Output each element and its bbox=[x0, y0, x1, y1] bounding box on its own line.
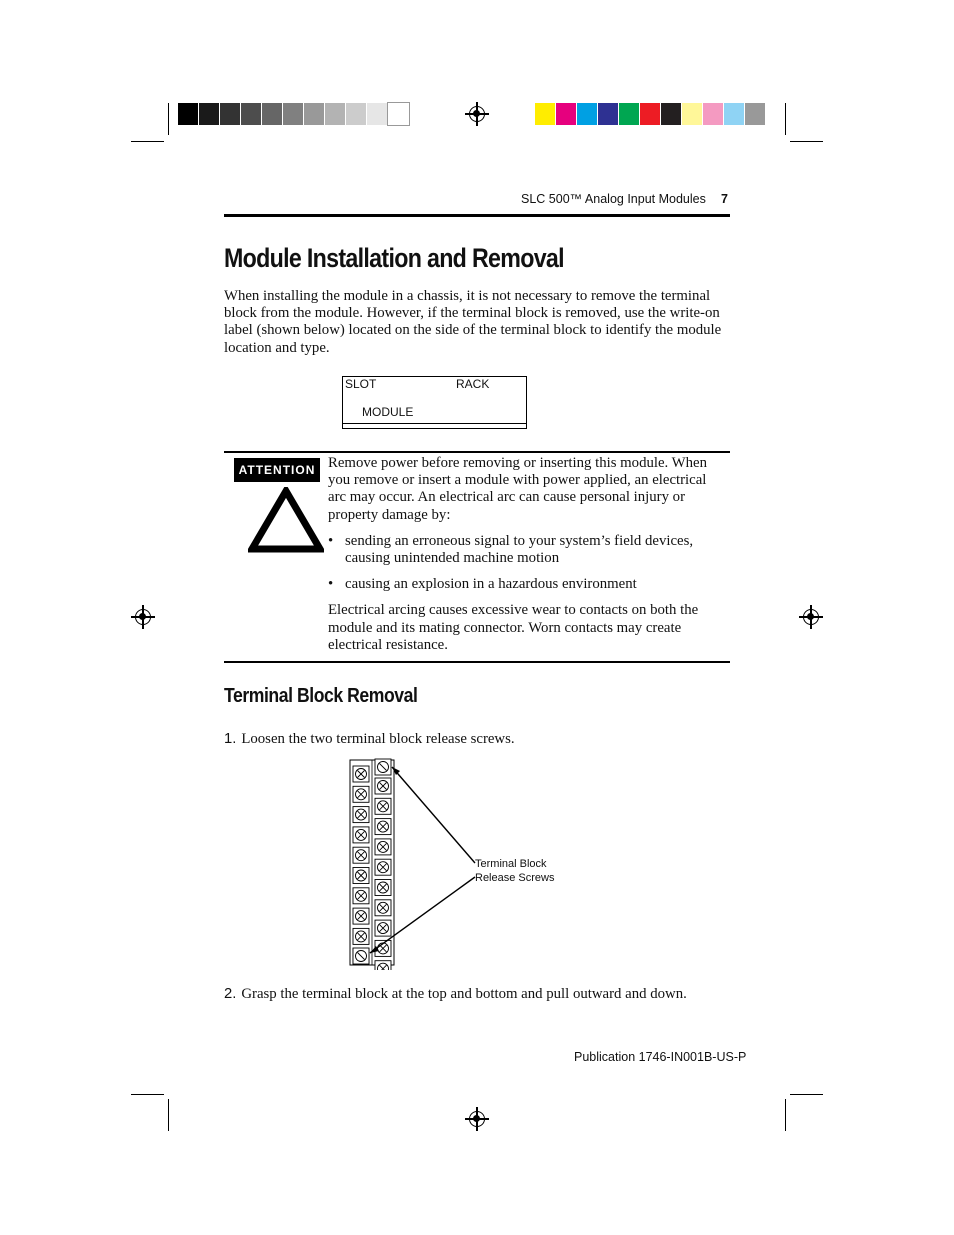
rack-label: RACK bbox=[456, 377, 490, 391]
crop-mark bbox=[168, 103, 169, 135]
list-item: • causing an explosion in a hazardous environment bbox=[328, 576, 728, 593]
color-swatch bbox=[262, 103, 283, 125]
color-swatch bbox=[346, 103, 367, 125]
crop-mark bbox=[790, 141, 823, 142]
slot-label: SLOT bbox=[345, 377, 377, 391]
color-swatch bbox=[220, 103, 241, 125]
step-number: 2. bbox=[224, 986, 237, 1002]
color-swatch bbox=[367, 103, 388, 125]
section-heading: Terminal Block Removal bbox=[224, 685, 418, 707]
color-swatch bbox=[178, 103, 199, 125]
color-swatch bbox=[703, 103, 724, 125]
color-swatch bbox=[598, 103, 619, 125]
color-swatch bbox=[745, 103, 766, 125]
registration-mark-icon bbox=[469, 1111, 485, 1127]
crop-mark bbox=[131, 1094, 164, 1095]
registration-mark-icon bbox=[135, 609, 151, 625]
color-swatch bbox=[304, 103, 325, 125]
list-item: • sending an erroneous signal to your system’s field devices, causing unintended machine motion bbox=[328, 533, 728, 567]
attention-top-rule bbox=[224, 451, 730, 453]
crop-mark bbox=[131, 141, 164, 142]
crop-mark bbox=[168, 1099, 169, 1131]
publication-footer: Publication 1746-IN001B-US-P bbox=[574, 1050, 747, 1064]
step-1 bbox=[224, 731, 515, 748]
color-swatch bbox=[682, 103, 703, 125]
color-swatch bbox=[325, 103, 346, 125]
process-color-bar bbox=[535, 103, 766, 125]
color-swatch bbox=[535, 103, 556, 125]
page-title: Module Installation and Removal bbox=[224, 243, 564, 273]
label-line bbox=[343, 423, 526, 424]
callout-line: Terminal Block bbox=[475, 858, 547, 870]
color-swatch bbox=[640, 103, 661, 125]
step-text: Grasp the terminal block at the top and bottom and pull outward and down. bbox=[241, 986, 687, 1002]
color-swatch bbox=[556, 103, 577, 125]
step-2 bbox=[224, 986, 687, 1003]
warning-triangle-icon bbox=[248, 487, 324, 553]
color-swatch bbox=[724, 103, 745, 125]
color-swatch bbox=[283, 103, 304, 125]
attention-paragraph: Remove power before removing or inserting this module. When you remove or insert a module with power applied, an electrical arc may occur. An electrical arc can cause personal injury or property damage by: bbox=[328, 455, 708, 523]
attention-badge: ATTENTION bbox=[234, 458, 320, 482]
intro-paragraph: When installing the module in a chassis, it is not necessary to remove the terminal block from the module. However, if the terminal block is removed, use the write-on label (shown below) located on the side of the terminal block to identify the module location and type. bbox=[224, 288, 722, 356]
header-rule bbox=[224, 214, 730, 217]
crop-mark bbox=[785, 1099, 786, 1131]
running-header: SLC 500™ Analog Input Modules bbox=[521, 192, 706, 206]
module-label: MODULE bbox=[362, 405, 414, 419]
attention-list bbox=[328, 533, 728, 594]
figure-callout bbox=[475, 857, 554, 885]
attention-paragraph: Electrical arcing causes excessive wear to contacts on both the module and its mating connector. Worn contacts may create electrical resistance. bbox=[328, 602, 699, 653]
callout-line: Release Screws bbox=[475, 872, 555, 884]
registration-mark-icon bbox=[803, 609, 819, 625]
color-swatch bbox=[199, 103, 220, 125]
color-swatch bbox=[241, 103, 262, 125]
crop-mark bbox=[790, 1094, 823, 1095]
grayscale-color-bar bbox=[178, 103, 409, 125]
attention-body bbox=[328, 455, 728, 663]
attention-bottom-rule bbox=[224, 661, 730, 663]
terminal-block-diagram bbox=[340, 755, 480, 970]
step-text: Loosen the two terminal block release screws. bbox=[241, 731, 515, 747]
write-on-label bbox=[342, 376, 527, 429]
color-swatch bbox=[619, 103, 640, 125]
crop-mark bbox=[785, 103, 786, 135]
page-number: 7 bbox=[721, 192, 728, 206]
step-number: 1. bbox=[224, 731, 237, 747]
color-swatch bbox=[661, 103, 682, 125]
color-swatch bbox=[577, 103, 598, 125]
registration-mark-icon bbox=[469, 106, 485, 122]
color-swatch bbox=[388, 103, 409, 125]
